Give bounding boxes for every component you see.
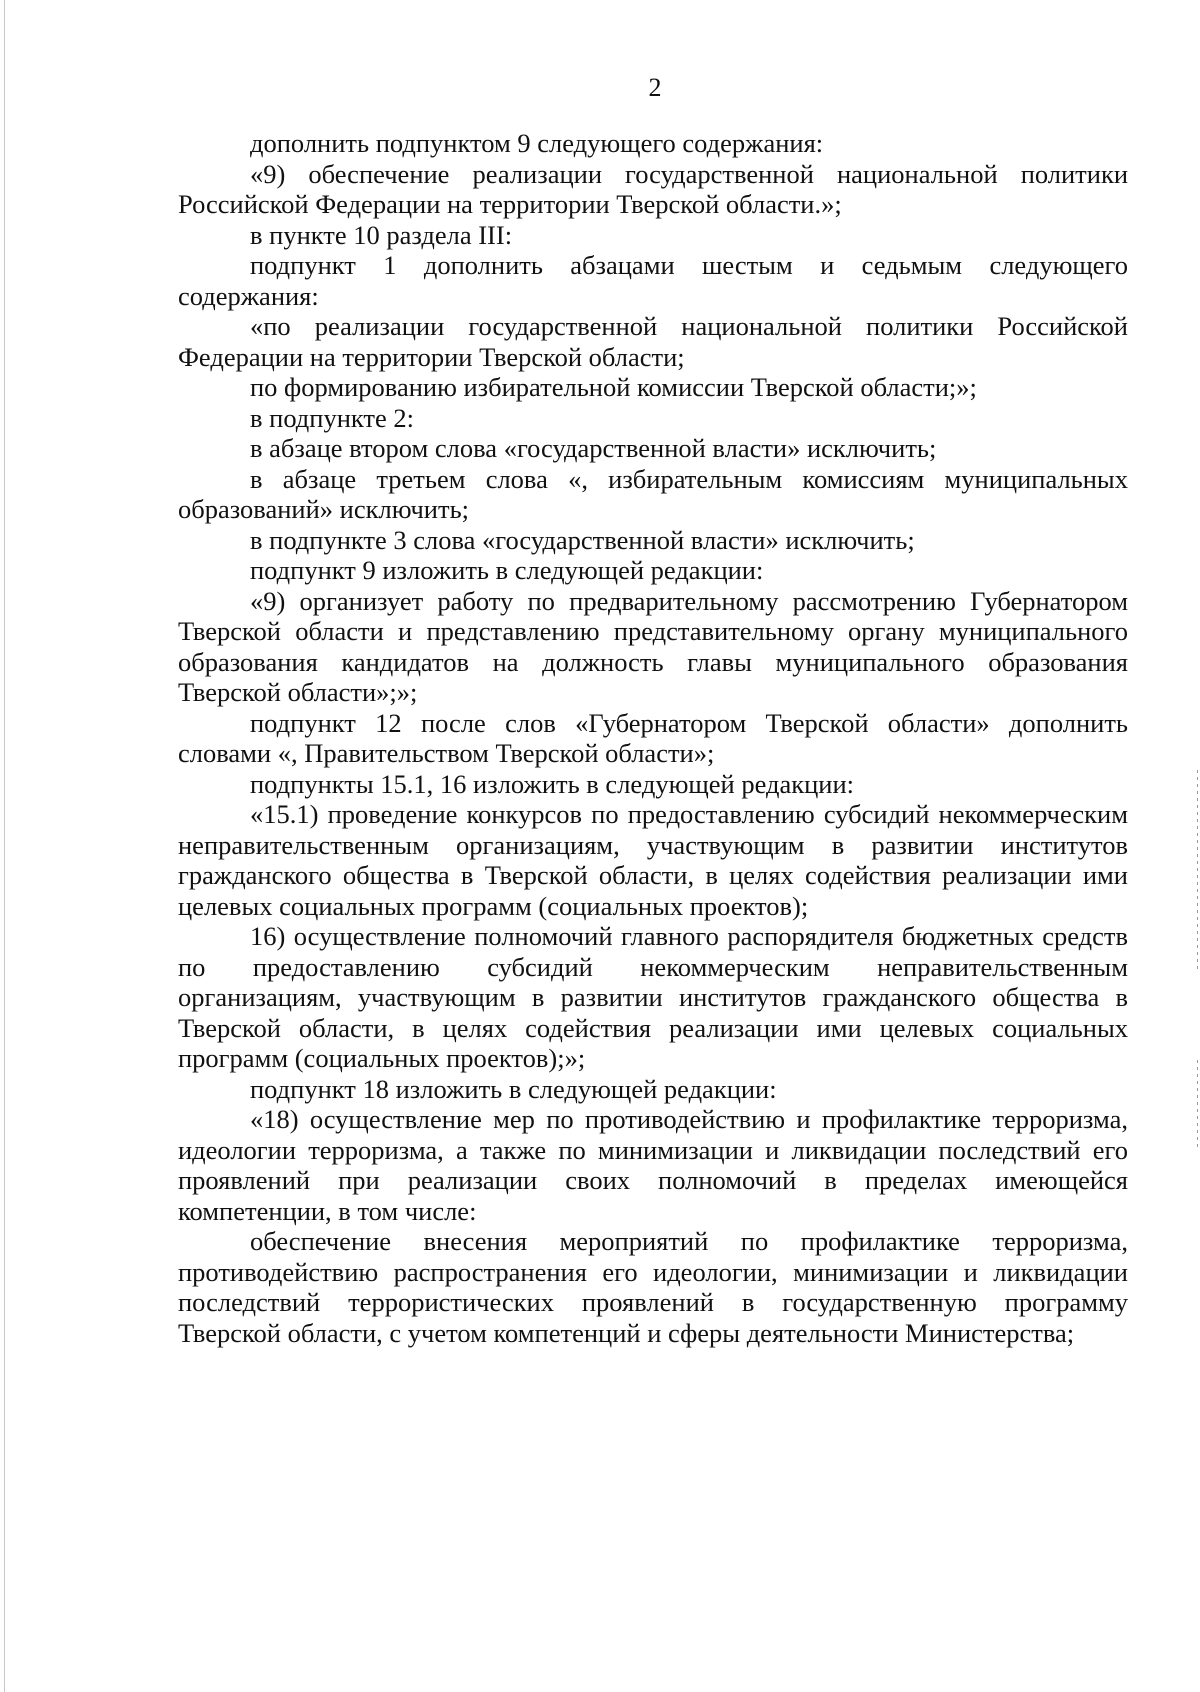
paragraph: подпункт 9 изложить в следующей редакции:: [250, 555, 764, 585]
paragraph: «9) обеспечение реализации государственной национальной политики Российской Федерации на территории Тверской области.»;: [178, 158, 1128, 219]
paragraph: «18) осуществление мер по противодействию и профилактике терроризма, идеологии терроризма, а также по минимизации и ликвидации последствий его проявлений при реализации своих полномочий в пределах имеющейся компетенции, в том числе:: [178, 1104, 1128, 1226]
paragraph: подпункты 15.1, 16 изложить в следующей редакции:: [250, 768, 855, 799]
paragraph: «15.1) проведение конкурсов по предоставлению субсидий некоммерческим неправительственным организациям, участвующим в развитии институтов гражданского общества в Тверской области, в целях содействия реализации ими целевых социальных программ (социальных проектов);: [178, 799, 1128, 921]
paragraph: подпункт 12 после слов «Губернатором Тверской области» дополнить словами «, Правительством Тверской области»;: [178, 707, 1128, 768]
scan-edge-line: [4, 0, 5, 1692]
page-number: 2: [648, 73, 662, 102]
paragraph: в абзаце втором слова «государственной власти» исключить;: [250, 433, 937, 463]
paragraph: «9) организует работу по предварительному рассмотрению Губернатором Тверской области и представлению представительному органу муниципального образования кандидатов на должность главы муниципального образования Тверской области»;»;: [178, 585, 1128, 707]
paragraph: обеспечение внесения мероприятий по профилактике терроризма, противодействию распространения его идеологии, минимизации и ликвидации последствий террористических проявлений в государственную программу Тверской области, с учетом компетенций и сферы деятельности Министерства;: [178, 1226, 1128, 1348]
scan-edge-mark: [1197, 1060, 1198, 1150]
paragraph: «по реализации государственной национальной политики Российской Федерации на территории Тверской области;: [178, 311, 1128, 372]
document-body: [178, 128, 1128, 1348]
scan-edge-mark: [1197, 770, 1198, 970]
paragraph: подпункт 1 дополнить абзацами шестым и седьмым следующего содержания:: [178, 250, 1128, 311]
paragraph: в подпункте 3 слова «государственной власти» исключить;: [250, 524, 915, 555]
paragraph: дополнить подпунктом 9 следующего содержания:: [250, 128, 824, 158]
paragraph: в пункте 10 раздела III:: [250, 219, 513, 250]
paragraph: 16) осуществление полномочий главного распорядителя бюджетных средств по предоставлению субсидий некоммерческим неправительственным организациям, участвующим в развитии институтов гражданского общества в Тверской области, в целях содействия реализации ими целевых социальных программ (социальных проектов);»;: [178, 921, 1128, 1073]
paragraph: в абзаце третьем слова «, избирательным комиссиям муниципальных образований» исключить;: [178, 463, 1128, 524]
paragraph: в подпункте 2:: [250, 402, 415, 433]
paragraph: по формированию избирательной комиссии Тверской области;»;: [250, 372, 977, 402]
paragraph: подпункт 18 изложить в следующей редакции:: [250, 1073, 777, 1104]
